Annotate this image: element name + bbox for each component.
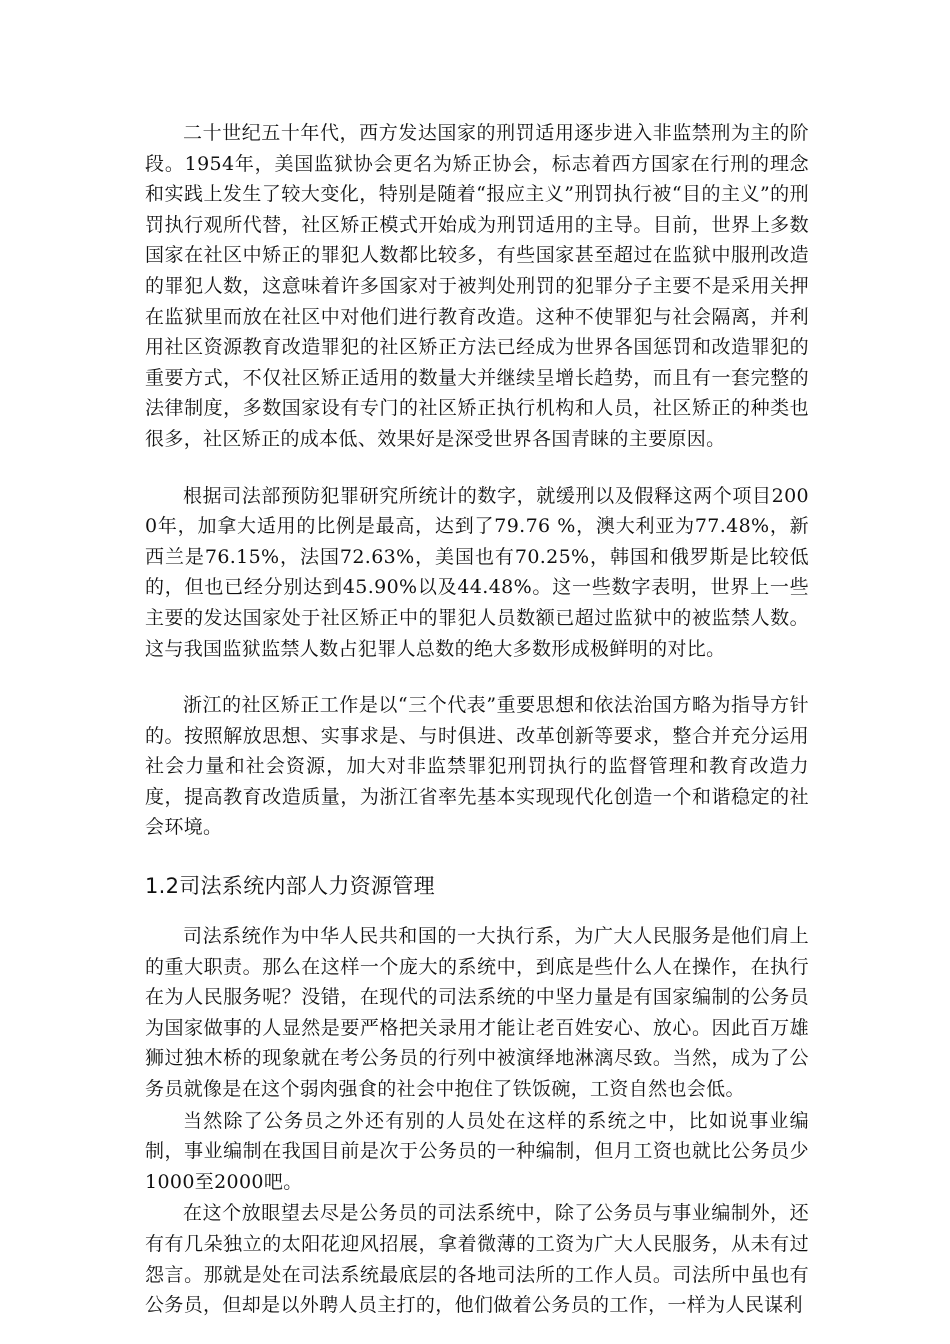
- paragraph-zhejiang: 浙江的社区矫正工作是以“三个代表”重要思想和依法治国方略为指导方针的。按照解放思想、实事求是、与时俱进、改革创新等要求，整合并充分运用社会力量和社会资源，加大对非监禁罪犯刑罚执行的监督管理和教育改造力度，提高教育改造质量，为浙江省率先基本实现现代化创造一个和谐稳定的社会环境。: [145, 694, 809, 839]
- paragraph-western-community-correction: 二十世纪五十年代，西方发达国家的刑罚适用逐步进入非监禁刑为主的阶段。1954年，美国监狱协会更名为矫正协会，标志着西方国家在行刑的理念和实践上发生了较大变化，特别是随着“报应主义”刑罚执行被“目的主义”的刑罚执行观所代替，社区矫正模式开始成为刑罚适用的主导。目前，世界上多数国家在社区中矫正的罪犯人数都比较多，有些国家甚至超过在监狱中服刑改造的罪犯人数，这意味着许多国家对于被判处刑罚的犯罪分子主要不是采用关押在监狱里而放在社区中对他们进行教育改造。这种不使罪犯与社会隔离，并利用社区资源教育改造罪犯的社区矫正方法已经成为世界各国惩罚和改造罪犯的重要方式，不仅社区矫正适用的数量大并继续呈增长趋势，而且有一套完整的法律制度，多数国家设有专门的社区矫正执行机构和人员，社区矫正的种类也很多，社区矫正的成本低、效果好是深受世界各国青睐的主要原因。: [145, 122, 809, 450]
- paragraph-judicial-office-staff: 在这个放眼望去尽是公务员的司法系统中，除了公务员与事业编制外，还有有几朵独立的太阳花迎风招展，拿着微薄的工资为广大人民服务，从未有过怨言。那就是处在司法系统最底层的各地司法所的工作人员。司法所中虽也有公务员，但却是以外聘人员主打的，他们做着公务员的工作，一样为人民谋利: [145, 1202, 809, 1317]
- section-heading: 1.2司法系统内部人力资源管理: [145, 874, 435, 899]
- document-body: [145, 118, 809, 1321]
- paragraph-civil-servants: 司法系统作为中华人民共和国的一大执行系，为广大人民服务是他们肩上的重大职责。那么在这样一个庞大的系统中，到底是些什么人在操作，在执行在为人民服务呢？没错，在现代的司法系统的中坚力量是有国家编制的公务员为国家做事的人显然是要严格把关录用才能让老百姓安心、放心。因此百万雄狮过独木桥的现象就在考公务员的行列中被演绎地淋漓尽致。当然，成为了公务员就像是在这个弱肉强食的社会中抱住了铁饭碗，工资自然也会低。: [145, 925, 809, 1101]
- paragraph-statistics: 根据司法部预防犯罪研究所统计的数字，就缓刑以及假释这两个项目2000年，加拿大适用的比例是最高，达到了79.76 %，澳大利亚为77.48%，新西兰是76.15%，法国72.63%，美国也有70.25%，韩国和俄罗斯是比较低的，但也已经分别达到45.90%以及44.48%。这一些数字表明，世界上一些主要的发达国家处于社区矫正中的罪犯人员数额已超过监狱中的被监禁人数。这与我国监狱监禁人数占犯罪人总数的绝大多数形成极鲜明的对比。: [145, 484, 809, 660]
- paragraph-public-institution: 当然除了公务员之外还有别的人员处在这样的系统之中，比如说事业编制，事业编制在我国目前是次于公务员的一种编制，但月工资也就比公务员少1000至2000吧。: [145, 1109, 809, 1193]
